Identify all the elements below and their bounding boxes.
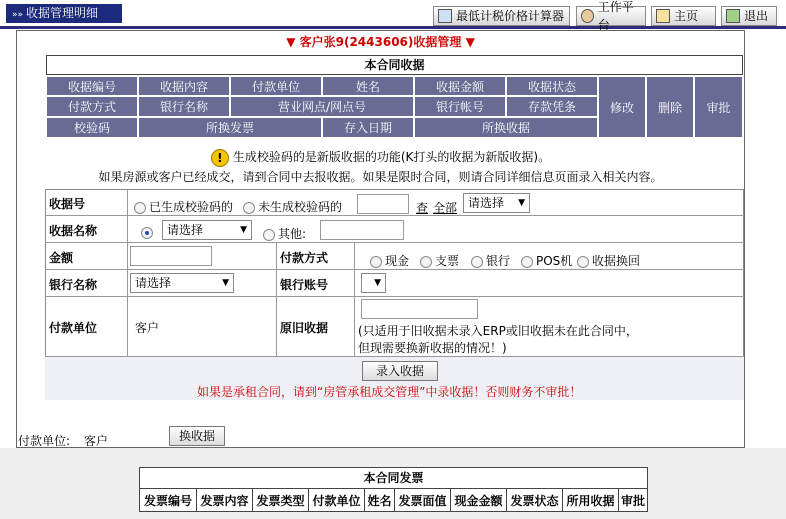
query-link[interactable]: 查 bbox=[416, 201, 429, 215]
pay-receipt-return-option[interactable]: 收据换回 bbox=[577, 252, 640, 269]
pay-check-option[interactable]: 支票 bbox=[420, 252, 459, 269]
not-generated-code-option[interactable]: 未生成校验码的 bbox=[243, 198, 342, 215]
row-divider bbox=[45, 356, 744, 357]
column-header: 营业网点/网点号 bbox=[230, 96, 414, 117]
column-header: 付款单位 bbox=[230, 76, 322, 96]
radio-icon[interactable] bbox=[134, 202, 146, 214]
old-receipt-input[interactable] bbox=[361, 299, 478, 319]
user-icon bbox=[581, 9, 594, 23]
payer-label: 付款单位 bbox=[49, 321, 98, 335]
row-divider bbox=[45, 269, 744, 270]
chevron-down-icon: ▼ bbox=[518, 198, 525, 208]
column-header: 收据金额 bbox=[414, 76, 506, 96]
receipt-no-label: 收据号 bbox=[49, 197, 86, 211]
notice-line-1: ! 生成校验码的是新版收据的功能(K打头的收据为新版收据)。 bbox=[16, 148, 745, 167]
bank-account-select[interactable] bbox=[361, 273, 386, 293]
row-divider bbox=[45, 242, 744, 243]
approve-column-header: 审批 bbox=[694, 76, 743, 138]
generated-code-option[interactable]: 已生成校验码的 bbox=[134, 198, 233, 215]
warning-icon: ! bbox=[211, 149, 229, 167]
column-header: 银行名称 bbox=[138, 96, 230, 117]
row-divider bbox=[45, 215, 744, 216]
calculator-button[interactable]: 最低计税价格计算器 bbox=[433, 6, 570, 26]
receipt-name-radio-icon[interactable] bbox=[141, 227, 153, 239]
invoice-table bbox=[139, 467, 648, 512]
exit-button[interactable]: 退出 bbox=[721, 6, 777, 26]
pay-cash-option[interactable]: 现金 bbox=[370, 252, 409, 269]
invoice-table-caption: 本合同发票 bbox=[140, 468, 647, 489]
old-receipt-hint-2: 但现需要换新收据的情况！) bbox=[358, 341, 507, 355]
home-button[interactable]: 主页 bbox=[651, 6, 716, 26]
radio-icon[interactable] bbox=[471, 256, 483, 268]
column-header: 收据内容 bbox=[138, 76, 230, 96]
column-header: 收据编号 bbox=[46, 76, 138, 96]
radio-icon[interactable] bbox=[420, 256, 432, 268]
edit-column-header: 修改 bbox=[598, 76, 646, 138]
footer-payer-value: 客户 bbox=[84, 434, 109, 448]
receipt-no-input[interactable] bbox=[357, 194, 409, 214]
top-divider bbox=[0, 26, 786, 29]
invoice-column-header: 现金金额 bbox=[450, 489, 506, 511]
amount-label: 金额 bbox=[49, 251, 74, 265]
arrow-icon: »» bbox=[12, 10, 24, 20]
radio-icon[interactable] bbox=[243, 202, 255, 214]
invoice-column-header: 发票类型 bbox=[252, 489, 308, 511]
invoice-column-header: 发票编号 bbox=[140, 489, 196, 511]
calculator-icon bbox=[438, 9, 452, 23]
column-header: 所换收据 bbox=[414, 117, 598, 138]
column-header: 校验码 bbox=[46, 117, 138, 138]
radio-icon[interactable] bbox=[521, 256, 533, 268]
invoice-column-header: 付款单位 bbox=[308, 489, 364, 511]
rental-warning: 如果是承租合同，请到“房管承租成交管理”中录收据！否则财务不审批！ bbox=[197, 385, 582, 399]
invoice-column-header: 姓名 bbox=[364, 489, 394, 511]
radio-icon[interactable] bbox=[263, 229, 275, 241]
radio-icon[interactable] bbox=[370, 256, 382, 268]
invoice-column-header: 发票面值 bbox=[394, 489, 450, 511]
old-receipt-hint-1: (只适用于旧收据未录入ERP或旧收据未在此合同中， bbox=[358, 324, 638, 338]
other-option[interactable]: 其他: bbox=[263, 225, 306, 242]
column-divider bbox=[276, 242, 277, 356]
payer-value: 客户 bbox=[135, 321, 160, 335]
column-header: 所换发票 bbox=[138, 117, 322, 138]
column-header: 存入日期 bbox=[322, 117, 414, 138]
swap-receipt-button[interactable]: 换收据 bbox=[169, 426, 225, 446]
footer-payer-label: 付款单位: bbox=[18, 434, 71, 448]
column-header: 银行帐号 bbox=[414, 96, 506, 117]
bank-name-select[interactable]: 请选择 ▼ bbox=[130, 273, 234, 293]
chevron-down-icon: ▼ bbox=[374, 278, 381, 288]
receipt-name-select[interactable]: 请选择 ▼ bbox=[162, 220, 252, 240]
invoice-column-header: 所用收据 bbox=[562, 489, 618, 511]
column-divider bbox=[127, 189, 128, 356]
column-divider bbox=[354, 242, 355, 356]
all-link[interactable]: 全部 bbox=[433, 201, 458, 215]
invoice-column-header: 审批 bbox=[618, 489, 647, 511]
pay-pos-option[interactable]: POS机 bbox=[521, 252, 572, 269]
row-divider bbox=[45, 296, 744, 297]
workbench-button[interactable]: 工作平台 bbox=[576, 6, 646, 26]
old-receipt-label: 原旧收据 bbox=[280, 321, 329, 335]
client-title: ▼ 客户张9(2443606)收据管理 ▼ bbox=[286, 35, 475, 49]
column-header: 付款方式 bbox=[46, 96, 138, 117]
pay-bank-option[interactable]: 银行 bbox=[471, 252, 510, 269]
invoice-column-header: 发票内容 bbox=[196, 489, 252, 511]
pay-method-label: 付款方式 bbox=[280, 251, 329, 265]
submit-receipt-button[interactable]: 录入收据 bbox=[362, 361, 438, 381]
receipt-name-label: 收据名称 bbox=[49, 224, 98, 238]
delete-column-header: 删除 bbox=[646, 76, 694, 138]
triangle-down-icon: ▼ bbox=[465, 35, 475, 49]
receipt-no-select[interactable]: 请选择 ▼ bbox=[463, 193, 530, 213]
exit-icon bbox=[726, 9, 740, 23]
radio-icon[interactable] bbox=[577, 256, 589, 268]
column-header: 姓名 bbox=[322, 76, 414, 96]
chevron-down-icon: ▼ bbox=[222, 278, 229, 288]
bank-name-label: 银行名称 bbox=[49, 278, 98, 292]
bank-account-label: 银行账号 bbox=[280, 278, 329, 292]
amount-input[interactable] bbox=[130, 246, 212, 266]
home-icon bbox=[656, 9, 670, 23]
notice-line-2: 如果房源或客户已经成交，请到合同中去报收据。如果是限时合同，则请合同详细信息页面录入相关内容。 bbox=[98, 170, 663, 184]
column-header: 存款凭条 bbox=[506, 96, 598, 117]
other-name-input[interactable] bbox=[320, 220, 404, 240]
receipt-table-caption: 本合同收据 bbox=[46, 55, 743, 75]
chevron-down-icon: ▼ bbox=[240, 225, 247, 235]
window-title: »» 收据管理明细 bbox=[6, 4, 122, 23]
triangle-down-icon: ▼ bbox=[286, 35, 296, 49]
invoice-column-header: 发票状态 bbox=[506, 489, 562, 511]
column-header: 收据状态 bbox=[506, 76, 598, 96]
